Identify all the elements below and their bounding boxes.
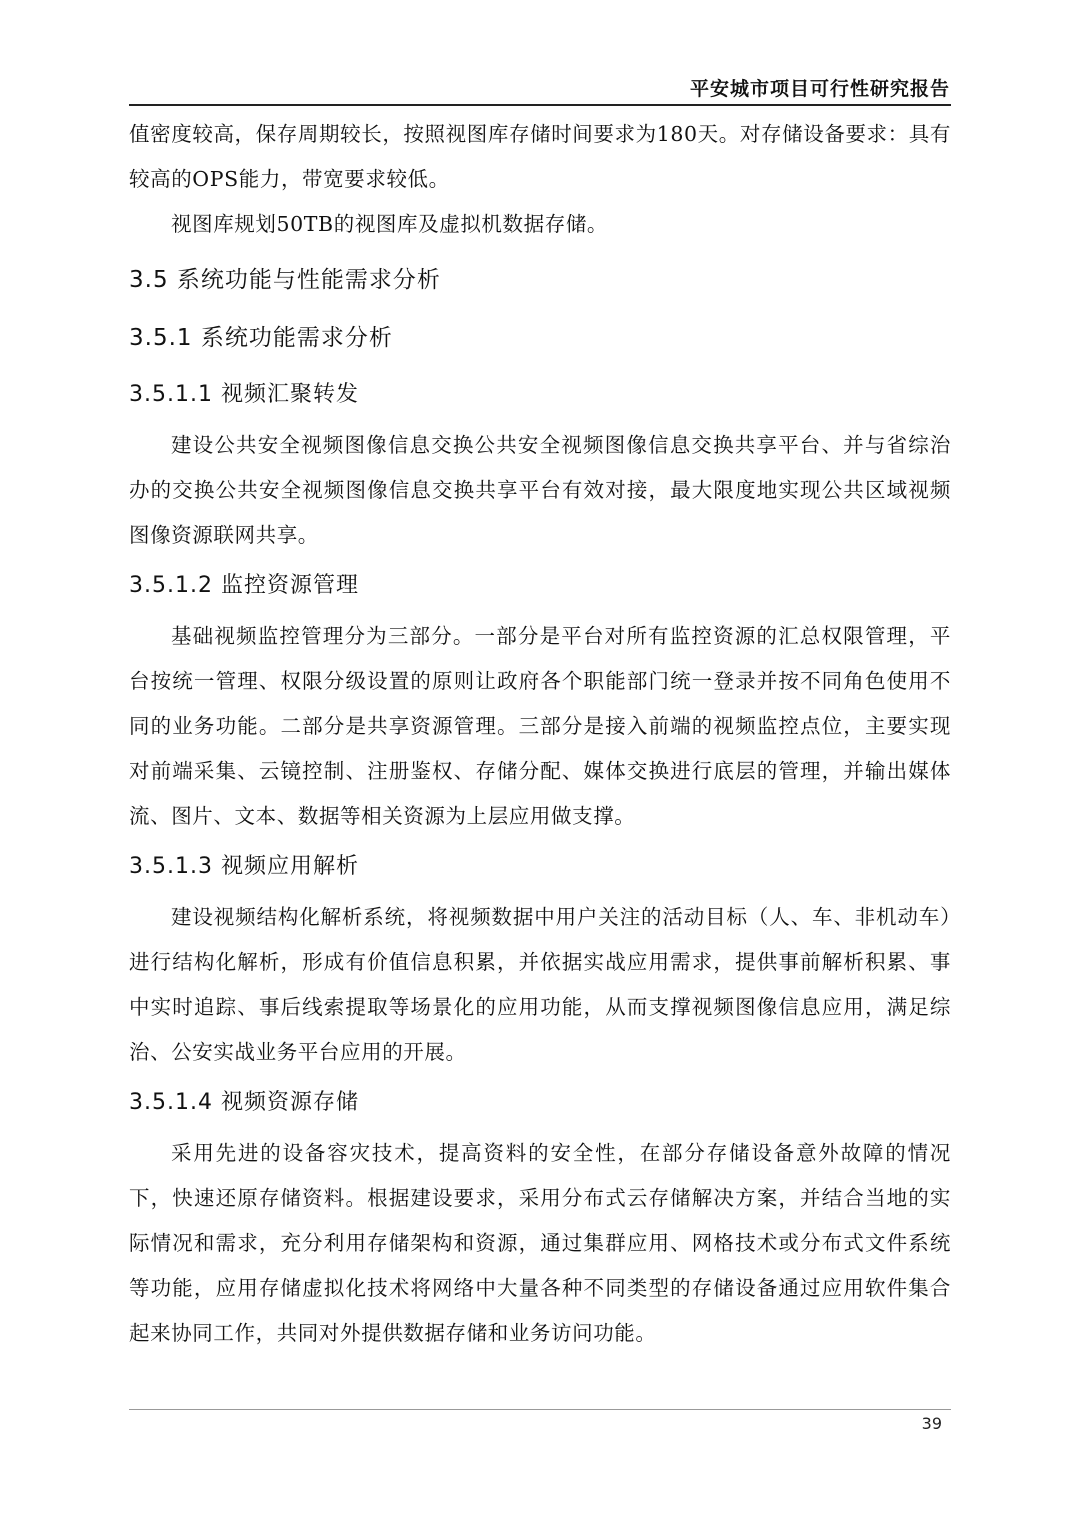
section-heading-3-5-1: 3.5.1 系统功能需求分析: [129, 325, 393, 351]
section-heading-3-5-1-3: 3.5.1.3 视频应用解析: [129, 854, 359, 879]
section-heading-3-5-1-4: 3.5.1.4 视频资源存储: [129, 1090, 359, 1115]
section-heading-3-5-1-2: 3.5.1.2 监控资源管理: [129, 573, 359, 598]
paragraph-storage-requirements: 值密度较高，保存周期较长，按照视图库存储时间要求为180天。对存储设备要求：具有较高的OPS能力，带宽要求较低。: [129, 122, 951, 191]
page-number: 39: [921, 1414, 942, 1433]
paragraph-view-library-plan: 视图库规划50TB的视图库及虚拟机数据存储。: [171, 212, 609, 236]
footer-divider: [129, 1409, 951, 1410]
paragraph-video-storage: 采用先进的设备容灾技术，提高资料的安全性，在部分存储设备意外故障的情况下，快速还原存储资料。根据建设要求，采用分布式云存储解决方案，并结合当地的实际情况和需求，充分利用存储架构和资源，通过集群应用、网格技术或分布式文件系统等功能，应用存储虚拟化技术将网络中大量各种不同类型的存储设备通过应用软件集合起来协同工作，共同对外提供数据存储和业务访问功能。: [129, 1141, 951, 1345]
section-heading-3-5: 3.5 系统功能与性能需求分析: [129, 267, 441, 293]
header-title: 平安城市项目可行性研究报告: [689, 78, 950, 100]
page-body: [129, 112, 951, 1356]
paragraph-video-aggregation: 建设公共安全视频图像信息交换公共安全视频图像信息交换共享平台、并与省综治办的交换公共安全视频图像信息交换共享平台有效对接，最大限度地实现公共区域视频图像资源联网共享。: [129, 433, 951, 547]
paragraph-video-analysis: 建设视频结构化解析系统，将视频数据中用户关注的活动目标（人、车、非机动车）进行结构化解析，形成有价值信息积累，并依据实战应用需求，提供事前解析积累、事中实时追踪、事后线索提取等场景化的应用功能，从而支撑视频图像信息应用，满足综治、公安实战业务平台应用的开展。: [129, 905, 951, 1064]
section-heading-3-5-1-1: 3.5.1.1 视频汇聚转发: [129, 382, 359, 407]
header-divider: [129, 104, 951, 106]
paragraph-monitoring-resource-management: 基础视频监控管理分为三部分。一部分是平台对所有监控资源的汇总权限管理，平台按统一管理、权限分级设置的原则让政府各个职能部门统一登录并按不同角色使用不同的业务功能。二部分是共享资源管理。三部分是接入前端的视频监控点位，主要实现对前端采集、云镜控制、注册鉴权、存储分配、媒体交换进行底层的管理，并输出媒体流、图片、文本、数据等相关资源为上层应用做支撑。: [129, 624, 951, 828]
